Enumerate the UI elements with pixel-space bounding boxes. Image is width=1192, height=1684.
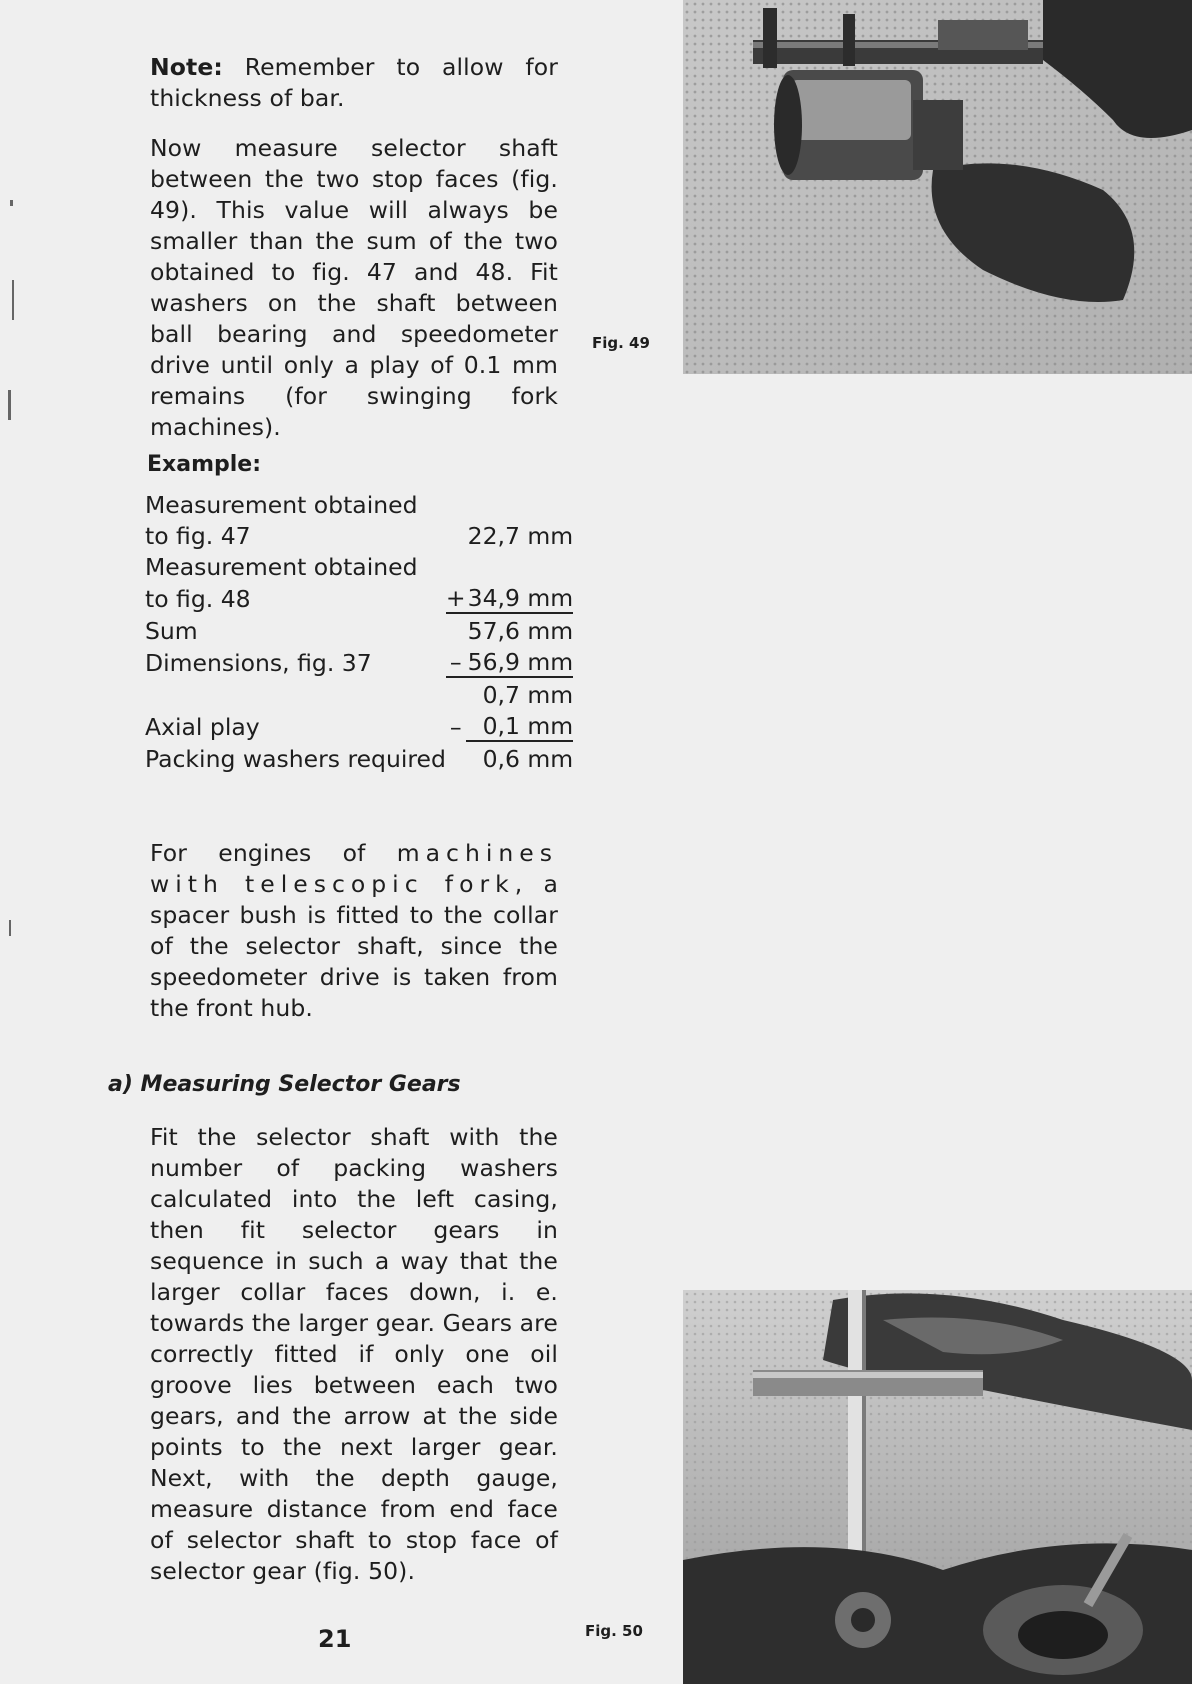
row-operator bbox=[446, 550, 466, 581]
example-calculation-table bbox=[145, 488, 573, 773]
page-number: 21 bbox=[318, 1625, 352, 1653]
note-text: Remember to allow for thickness of bar. bbox=[150, 53, 558, 112]
row-operator: – bbox=[449, 713, 462, 741]
section-heading: a) Measuring Selector Gears bbox=[108, 1072, 461, 1097]
row-operator: – bbox=[449, 648, 462, 676]
row-operator bbox=[446, 677, 466, 709]
row-label: Packing washers required bbox=[145, 745, 446, 773]
telescopic-paragraph bbox=[150, 838, 558, 1024]
telescopic-emphasis: machines with telescopic fork, bbox=[150, 839, 558, 898]
table-row bbox=[145, 645, 573, 677]
row-label: Measurement obtained bbox=[145, 553, 418, 581]
row-label: Dimensions, fig. 37 bbox=[145, 649, 372, 677]
row-label: Axial play bbox=[145, 713, 260, 741]
table-row bbox=[145, 519, 573, 550]
row-label: Measurement obtained bbox=[145, 491, 418, 519]
scan-speck bbox=[8, 390, 11, 420]
table-row bbox=[145, 709, 573, 741]
row-operator bbox=[446, 741, 466, 773]
figure-49-photo bbox=[683, 0, 1192, 374]
row-value: 0,7 mm bbox=[466, 677, 574, 709]
telescopic-text-end: a spacer bush is fitted to the collar of the selector shaft, since the speedometer drive is taken from the front hub. bbox=[150, 870, 558, 1022]
table-row bbox=[145, 677, 573, 709]
measure-paragraph: Now measure selector shaft between the two stop faces (fig. 49). This value will always be smaller than the sum of the two obtained to fig. 47 and 48. Fit washers on the shaft between ball bearing and speedometer drive until only a play of 0.1 mm remains (for swinging fork machines). bbox=[150, 134, 558, 441]
row-label: to fig. 47 bbox=[145, 522, 251, 550]
note-label: Note: bbox=[150, 53, 223, 81]
row-operator bbox=[446, 519, 466, 550]
row-value: 22,7 mm bbox=[467, 522, 574, 550]
figure-49-label: Fig. 49 bbox=[592, 334, 650, 352]
scan-speck bbox=[10, 200, 13, 206]
scan-speck bbox=[9, 920, 11, 936]
row-value: 0,1 mm bbox=[482, 712, 574, 740]
note-paragraph bbox=[150, 52, 558, 114]
row-value bbox=[466, 550, 574, 581]
row-value: 56,9 mm bbox=[467, 648, 574, 676]
depth-gauge-photo-illustration bbox=[683, 1290, 1192, 1684]
example-heading: Example: bbox=[147, 452, 261, 477]
row-value: 0,6 mm bbox=[466, 741, 574, 773]
row-operator bbox=[446, 488, 466, 519]
row-value: 57,6 mm bbox=[466, 613, 574, 645]
figure-50-label: Fig. 50 bbox=[585, 1622, 643, 1640]
table-row bbox=[145, 488, 573, 519]
row-label bbox=[145, 677, 446, 709]
row-value: 34,9 mm bbox=[467, 584, 574, 612]
table-row bbox=[145, 550, 573, 581]
row-label: to fig. 48 bbox=[145, 585, 251, 613]
row-operator bbox=[446, 613, 466, 645]
figure-50-photo bbox=[683, 1290, 1192, 1684]
table-row bbox=[145, 581, 573, 613]
section-paragraph: Fit the selector shaft with the number of packing washers calculated into the left casing, then fit selector gears in sequence in such a way that the larger collar faces down, i. e. towards the larger gear. Gears are correctly fitted if only one oil groove lies between each two gears, and the arrow at the side points to the next larger gear. Next, with the depth gauge, measure distance from end face of selector shaft to stop face of selector gear (fig. 50). bbox=[150, 1123, 558, 1585]
table-row bbox=[145, 613, 573, 645]
row-value bbox=[466, 488, 574, 519]
telescopic-text-start: For engines of bbox=[150, 839, 397, 867]
row-label: Sum bbox=[145, 617, 198, 645]
table-row bbox=[145, 741, 573, 773]
caliper-photo-illustration bbox=[683, 0, 1192, 374]
row-operator: + bbox=[445, 584, 466, 612]
scan-speck bbox=[12, 280, 14, 320]
